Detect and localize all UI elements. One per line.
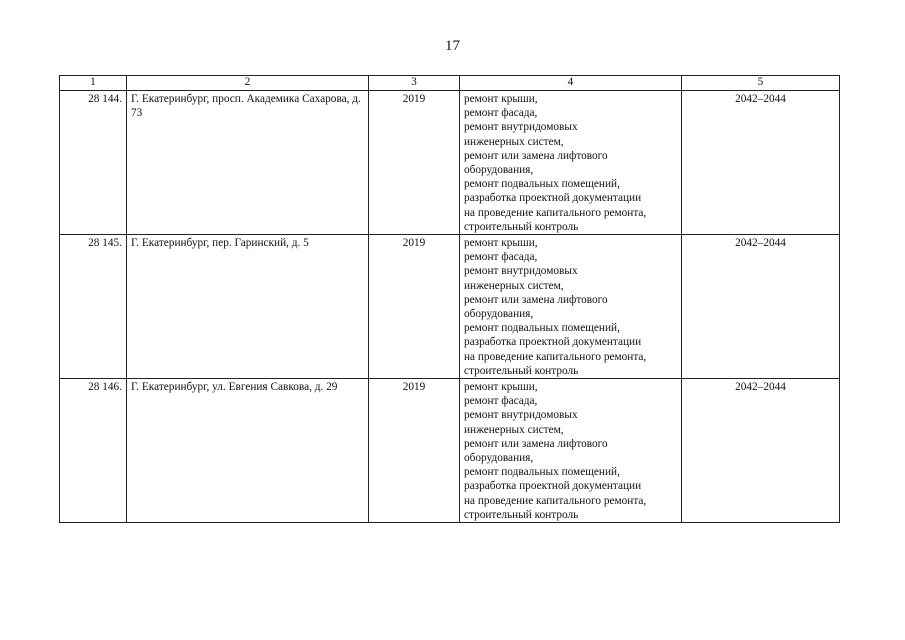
row-works: [460, 379, 682, 523]
table-row: [60, 379, 840, 523]
work-item: ремонт подвальных помещений,: [464, 466, 620, 479]
work-item: ремонт крыши,: [464, 93, 538, 105]
row-number: 28 144.: [60, 91, 127, 235]
work-item: инженерных систем,: [464, 279, 564, 292]
work-item: ремонт крыши,: [464, 381, 538, 394]
row-address: Г. Екатеринбург, пер. Гаринский, д. 5: [127, 235, 369, 379]
table-body: [60, 91, 840, 523]
work-item: разработка проектной документации: [464, 192, 642, 205]
work-item: оборудования,: [464, 308, 534, 321]
table-row: [60, 91, 840, 235]
work-item: оборудования,: [464, 164, 534, 177]
work-item: разработка проектной документации: [464, 480, 642, 493]
row-works: [460, 235, 682, 379]
table-header: [60, 76, 840, 91]
work-item: ремонт подвальных помещений,: [464, 178, 620, 191]
work-item: оборудования,: [464, 452, 534, 465]
header-col-3: 3: [369, 76, 460, 91]
header-col-4: 4: [460, 76, 682, 91]
work-item: ремонт фасада,: [464, 395, 538, 408]
work-item: ремонт подвальных помещений,: [464, 322, 620, 335]
work-item: ремонт внутридомовых: [464, 409, 578, 422]
row-year: 2019: [369, 379, 460, 523]
table-row: [60, 235, 840, 379]
work-item: ремонт внутридомовых: [464, 121, 578, 134]
row-number: 28 145.: [60, 235, 127, 379]
row-period: 2042–2044: [682, 379, 840, 523]
work-item: ремонт или замена лифтового: [464, 149, 608, 162]
row-period: 2042–2044: [682, 235, 840, 379]
work-item: ремонт или замена лифтового: [464, 293, 608, 306]
row-address: Г. Екатеринбург, ул. Евгения Савкова, д. 29: [127, 379, 369, 523]
work-item: ремонт внутридомовых: [464, 265, 578, 278]
work-item: ремонт крыши,: [464, 237, 538, 250]
header-col-1: 1: [60, 76, 127, 91]
header-row: [60, 76, 840, 91]
row-year: 2019: [369, 235, 460, 379]
work-item: инженерных систем,: [464, 423, 564, 436]
work-item: на проведение капитального ремонта,: [464, 206, 647, 219]
work-item: строительный контроль: [464, 364, 579, 377]
row-number: 28 146.: [60, 379, 127, 523]
page-number: 17: [445, 38, 460, 54]
row-period: 2042–2044: [682, 91, 840, 235]
work-item: на проведение капитального ремонта,: [464, 494, 647, 507]
header-col-2: 2: [127, 76, 369, 91]
work-item: на проведение капитального ремонта,: [464, 350, 647, 363]
register-table: [59, 75, 840, 523]
row-year: 2019: [369, 91, 460, 235]
work-item: ремонт или замена лифтового: [464, 437, 608, 450]
work-item: разработка проектной документации: [464, 336, 642, 349]
work-item: строительный контроль: [464, 220, 579, 233]
header-col-5: 5: [682, 76, 840, 91]
work-item: строительный контроль: [464, 508, 579, 521]
row-works: [460, 91, 682, 235]
work-item: инженерных систем,: [464, 135, 564, 148]
work-item: ремонт фасада,: [464, 251, 538, 264]
work-item: ремонт фасада,: [464, 107, 538, 120]
row-address: Г. Екатеринбург, просп. Академика Сахарова, д. 73: [127, 91, 369, 235]
